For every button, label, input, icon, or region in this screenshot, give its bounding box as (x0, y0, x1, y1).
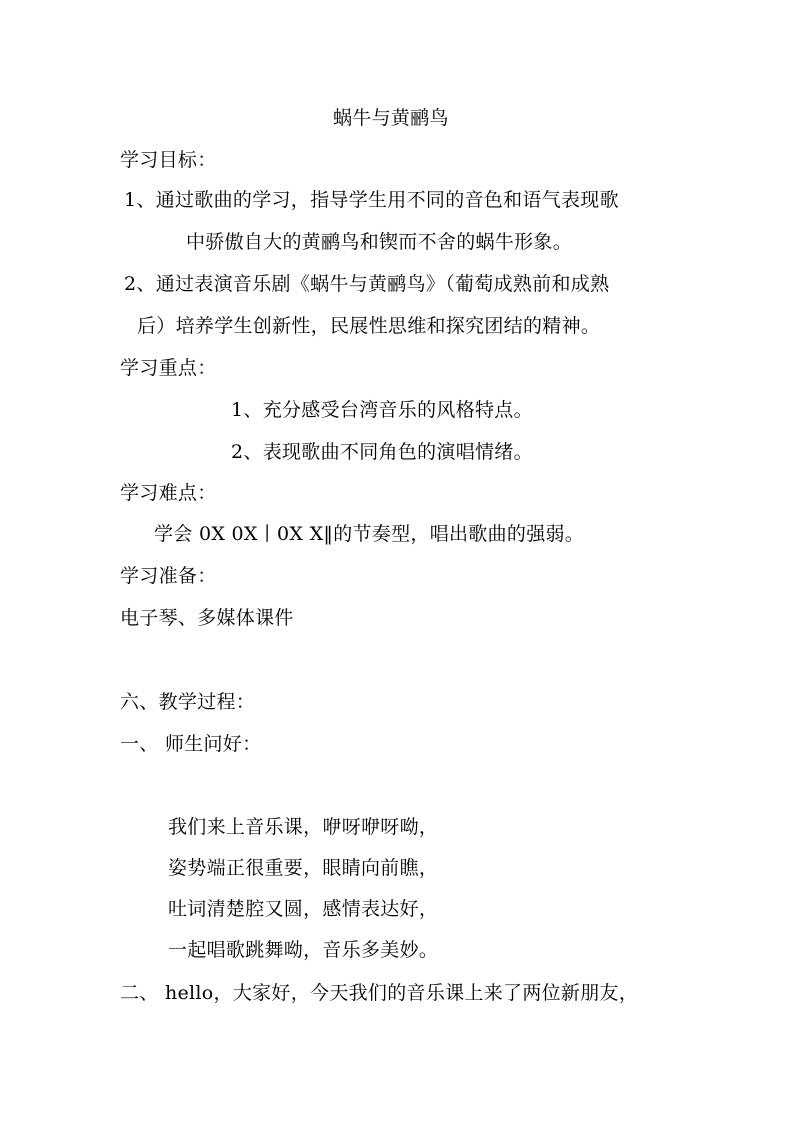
key-point-item-1: 1、充分感受台湾音乐的风格特点。 (231, 399, 533, 421)
goal-item-1-line-2: 中骄傲自大的黄鹂鸟和锲而不舍的蜗牛形象。 (186, 231, 573, 253)
process-step-2: 二、 hello，大家好，今天我们的音乐课上来了两位新朋友， (120, 982, 639, 1004)
poem-line: 我们来上音乐课，咿呀咿呀呦， (168, 816, 439, 838)
process-step-1: 一、 师生问好： (120, 733, 262, 755)
poem-line: 姿势端正很重要，眼睛向前瞧， (168, 857, 439, 879)
goal-item-1-line-1: 1、通过歌曲的学习，指导学生用不同的音色和语气表现歌 (124, 189, 619, 211)
goal-item-2-line-2: 后）培养学生创新性，民展性思维和探究团结的精神。 (137, 315, 601, 337)
goals-heading: 学习目标： (120, 149, 217, 171)
difficulties-heading: 学习难点： (120, 482, 217, 504)
key-points-heading: 学习重点： (120, 357, 217, 379)
preparation-heading: 学习准备： (120, 565, 217, 587)
process-heading: 六、教学过程： (120, 691, 256, 713)
poem-line: 吐词清楚腔又圆，感情表达好， (168, 898, 439, 920)
key-point-item-2: 2、表现歌曲不同角色的演唱情绪。 (231, 441, 533, 463)
goal-item-2-line-1: 2、通过表演音乐剧《蜗牛与黄鹂鸟》（葡萄成熟前和成熟 (124, 273, 610, 295)
preparation-item-1: 电子琴、多媒体课件 (120, 607, 294, 629)
difficulty-item-1: 学会 0X 0X丨0X X‖的节奏型，唱出歌曲的强弱。 (154, 523, 585, 545)
poem-line: 一起唱歌跳舞呦，音乐多美妙。 (168, 939, 439, 961)
page-title: 蜗牛与黄鹂鸟 (333, 107, 449, 129)
